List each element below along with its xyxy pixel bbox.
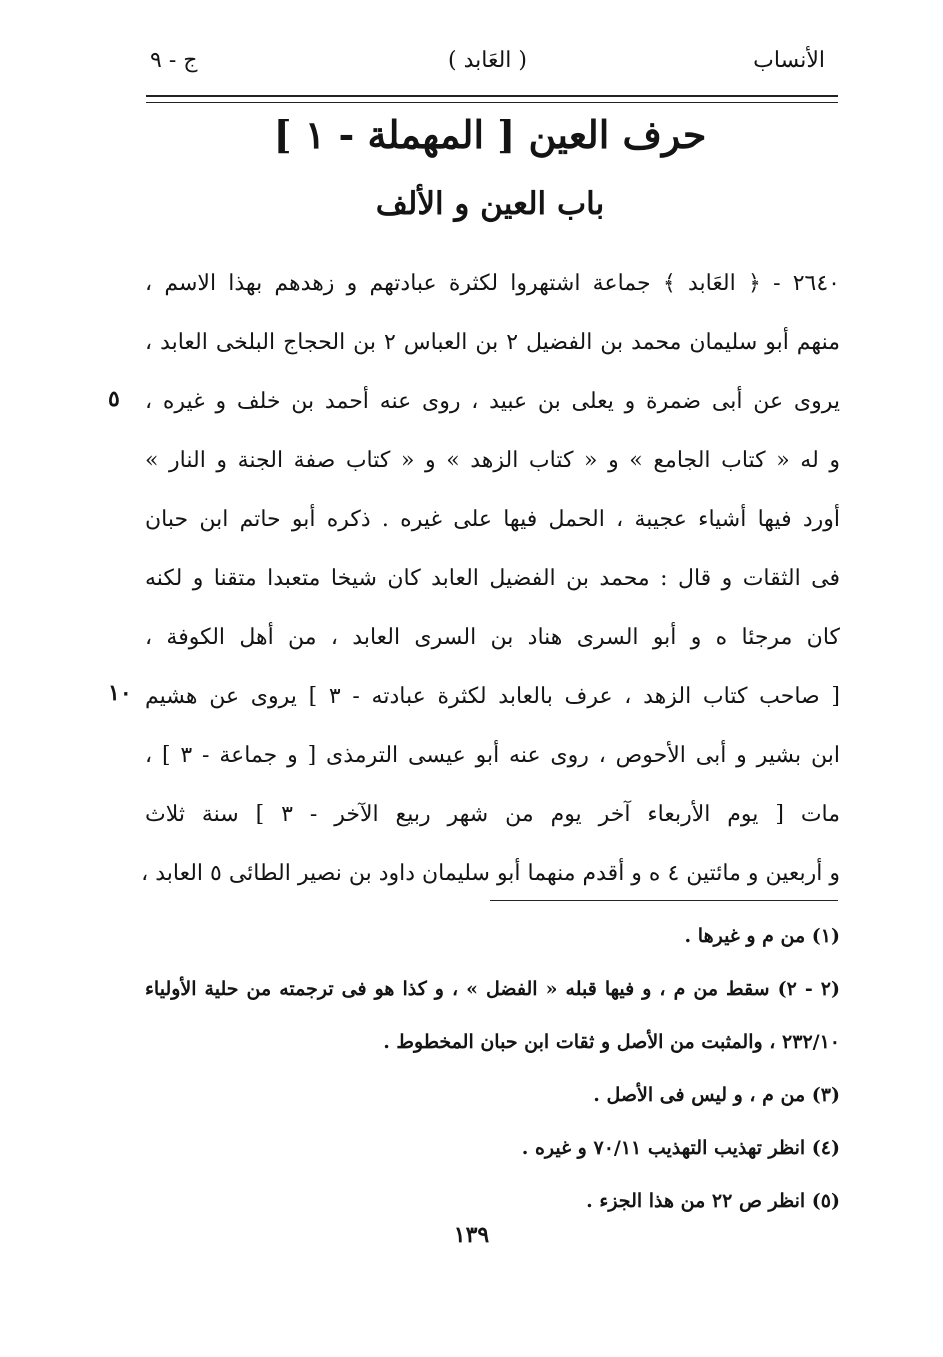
footnote-rule — [490, 900, 838, 901]
body-line: منهم أبو سليمان محمد بن الفضيل ٢ بن العباس ٢ بن الحجاج البلخى العابد ، — [145, 330, 840, 355]
body-line: و له « كتاب الجامع » و « كتاب الزهد » و « كتاب صفة الجنة و النار » — [145, 448, 840, 473]
body-line: يروى عن أبى ضمرة و يعلى بن عبيد ، روى عنه أحمد بن خلف و غيره ، — [145, 389, 840, 414]
page-number: ١٣٩ — [453, 1222, 490, 1248]
chapter-title: حرف العين [ المهملة - ١ ] — [273, 112, 707, 157]
footnote-item: (١) من م و غيرها . — [684, 925, 840, 947]
footnote-item: (٢ - ٢) سقط من م ، و فيها قبله « الفضل » ، و كذا هو فى ترجمته من حلية الأولياء — [145, 978, 840, 1000]
body-line: فى الثقات و قال : محمد بن الفضيل العابد كان شيخا متعبدا متقنا و لكنه — [145, 566, 840, 591]
header-rule — [146, 95, 838, 103]
header-volume: ج - ٩ — [150, 48, 198, 73]
footnotes — [145, 910, 840, 1228]
body-text — [141, 254, 841, 903]
body-line: ابن بشير و أبى الأحوص ، روى عنه أبو عيسى الترمذى [ و جماعة - ٣ ] ، — [145, 743, 840, 768]
footnote-item: ٢٣٢/١٠ ، والمثبت من الأصل و ثقات ابن حبان المخطوط . — [383, 1031, 840, 1053]
body-line: أورد فيها أشياء عجيبة ، الحمل فيها على غيره . ذكره أبو حاتم ابن حبان — [145, 507, 840, 532]
body-line: و أربعين و مائتين ٤ ه و أقدم منهما أبو سليمان داود بن نصير الطائى ٥ العابد ، — [141, 861, 840, 886]
running-header — [150, 44, 825, 86]
line-number-5: ٥ — [108, 386, 120, 412]
section-title: باب العين و الألف — [375, 186, 605, 222]
header-book-title: الأنساب — [753, 48, 825, 73]
body-line: كان مرجئا ه و أبو السرى هناد بن السرى العابد ، من أهل الكوفة ، — [145, 625, 840, 650]
body-line: [ صاحب كتاب الزهد ، عرف بالعابد لكثرة عبادته - ٣ ] يروى عن هشيم — [145, 684, 840, 709]
line-number-10: ١٠ — [108, 680, 132, 706]
footnote-item: (٥) انظر ص ٢٢ من هذا الجزء . — [586, 1190, 840, 1212]
body-line: مات [ يوم الأربعاء آخر يوم من شهر ربيع الآخر - ٣ ] سنة ثلاث — [145, 802, 841, 827]
footnote-item: (٣) من م ، و ليس فى الأصل . — [593, 1084, 840, 1106]
header-entry-title: ( العَابد ) — [448, 48, 527, 73]
body-line: ٢٦٤٠ - ﴿ العَابد ﴾ جماعة اشتهروا لكثرة عبادتهم و زهدهم بهذا الاسم ، — [145, 271, 840, 296]
footnote-item: (٤) انظر تهذيب التهذيب ٧٠/١١ و غيره . — [521, 1137, 840, 1159]
